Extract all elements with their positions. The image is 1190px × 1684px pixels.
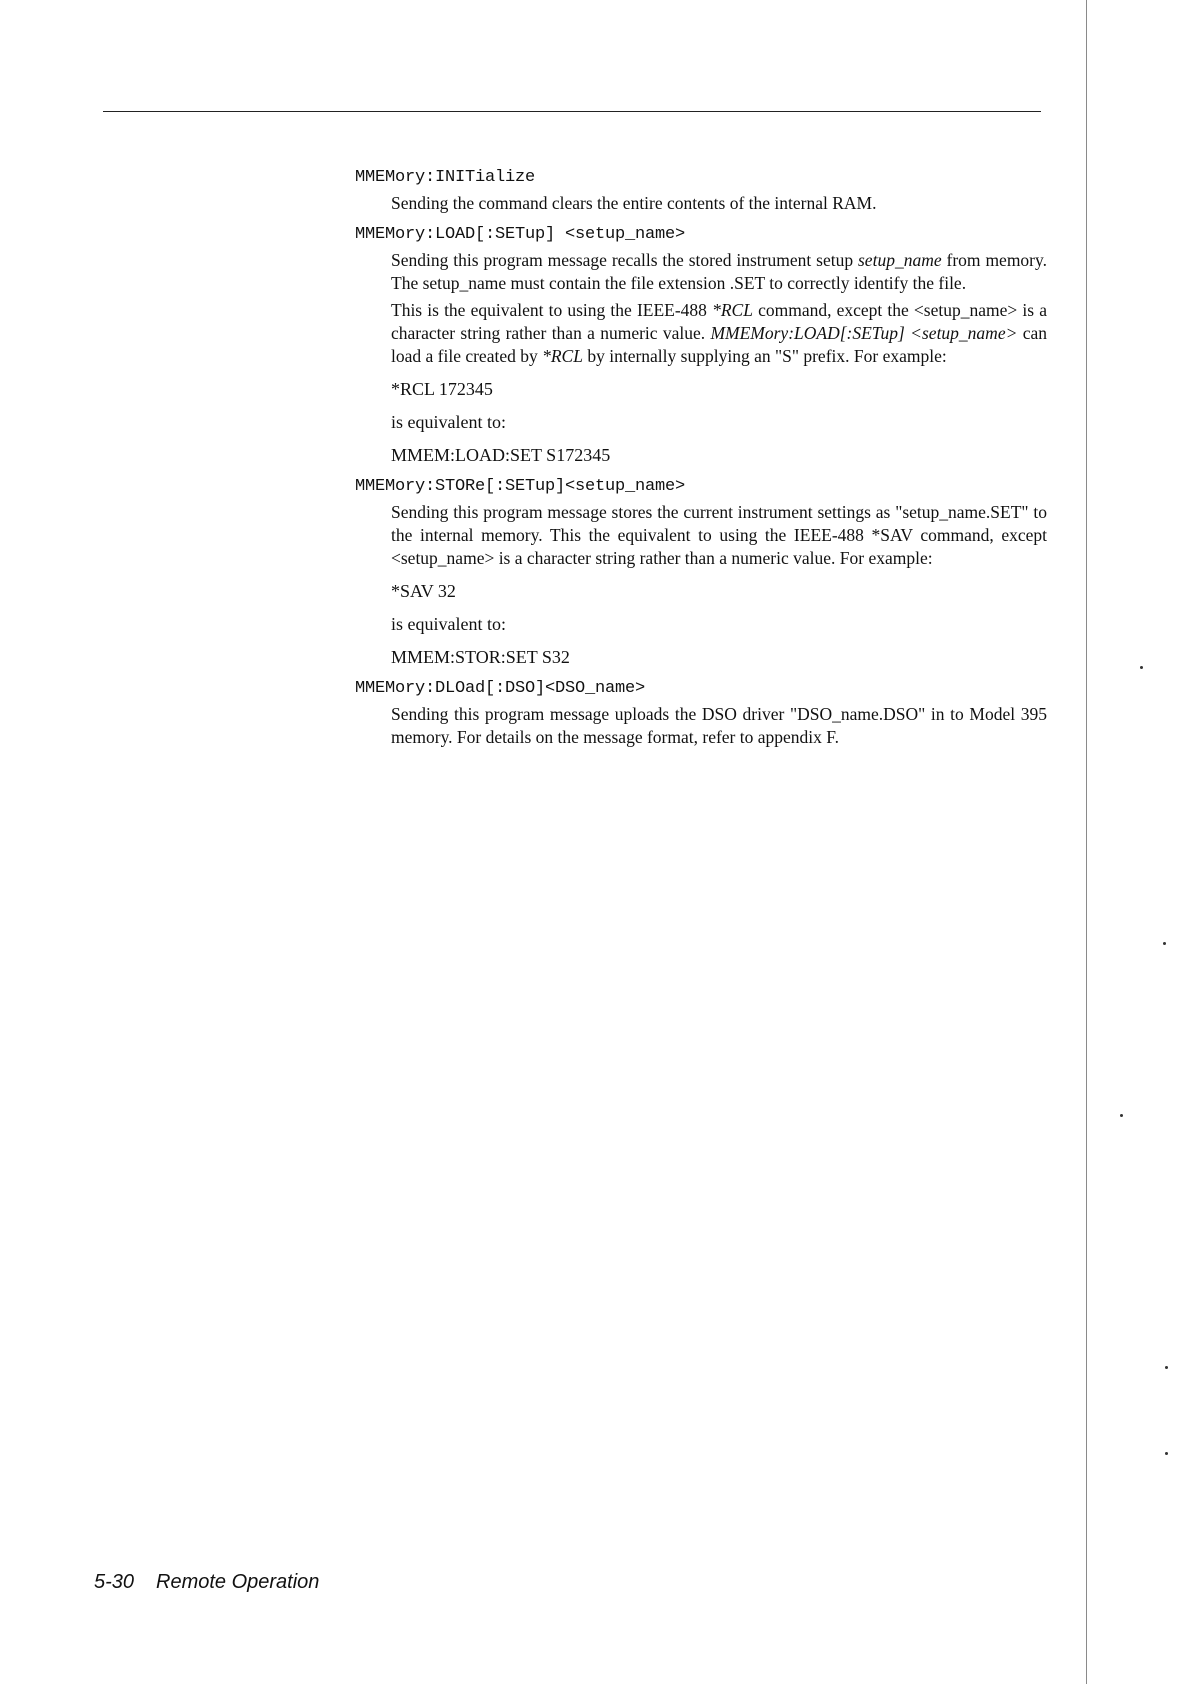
command-description: Sending this program message uploads the DSO driver "DSO_name.DSO" in to Model 395 memory. For details on the message format, refer to appendix F. bbox=[391, 704, 1047, 747]
example-line: *SAV 32 bbox=[391, 581, 456, 601]
scan-speck bbox=[1163, 942, 1166, 945]
example-line: is equivalent to: bbox=[391, 412, 506, 432]
example-line: *RCL 172345 bbox=[391, 379, 493, 399]
header-rule bbox=[103, 111, 1041, 112]
command-description: Sending this program message recalls the stored instrument setup setup_name from memory. The setup_name must contain the file extension .SET to correctly identify the file. bbox=[391, 250, 1047, 293]
command-description: This is the equivalent to using the IEEE-488 *RCL command, except the <setup_name> is a character string rather than a numeric value. MMEMory:LOAD[:SETup] <setup_name> can load a file created by *RCL by internally supplying an "S" prefix. For example: bbox=[391, 300, 1047, 366]
scan-speck bbox=[1140, 666, 1143, 669]
example-line: MMEM:LOAD:SET S172345 bbox=[391, 445, 611, 465]
scan-speck bbox=[1120, 1114, 1123, 1117]
command-description: Sending this program message stores the current instrument settings as "setup_name.SET" to the internal memory. This the equivalent to using the IEEE-488 *SAV command, except <setup_name> is a character string rather than a numeric value. For example: bbox=[391, 502, 1047, 568]
example-line: is equivalent to: bbox=[391, 614, 506, 634]
section-title: Remote Operation bbox=[156, 1571, 320, 1593]
command-description: Sending the command clears the entire contents of the internal RAM. bbox=[391, 193, 877, 213]
command-heading: MMEMory:LOAD[:SETup] <setup_name> bbox=[355, 225, 686, 244]
scan-speck bbox=[1165, 1366, 1168, 1369]
scan-edge-line bbox=[1086, 0, 1087, 1684]
page-body bbox=[355, 168, 1047, 753]
command-heading: MMEMory:INITialize bbox=[355, 168, 536, 187]
scan-speck bbox=[1165, 1452, 1168, 1455]
example-line: MMEM:STOR:SET S32 bbox=[391, 647, 570, 667]
command-heading: MMEMory:DLOad[:DSO]<DSO_name> bbox=[355, 679, 646, 698]
page-number: 5-30 bbox=[94, 1571, 135, 1593]
command-heading: MMEMory:STORe[:SETup]<setup_name> bbox=[355, 477, 686, 496]
